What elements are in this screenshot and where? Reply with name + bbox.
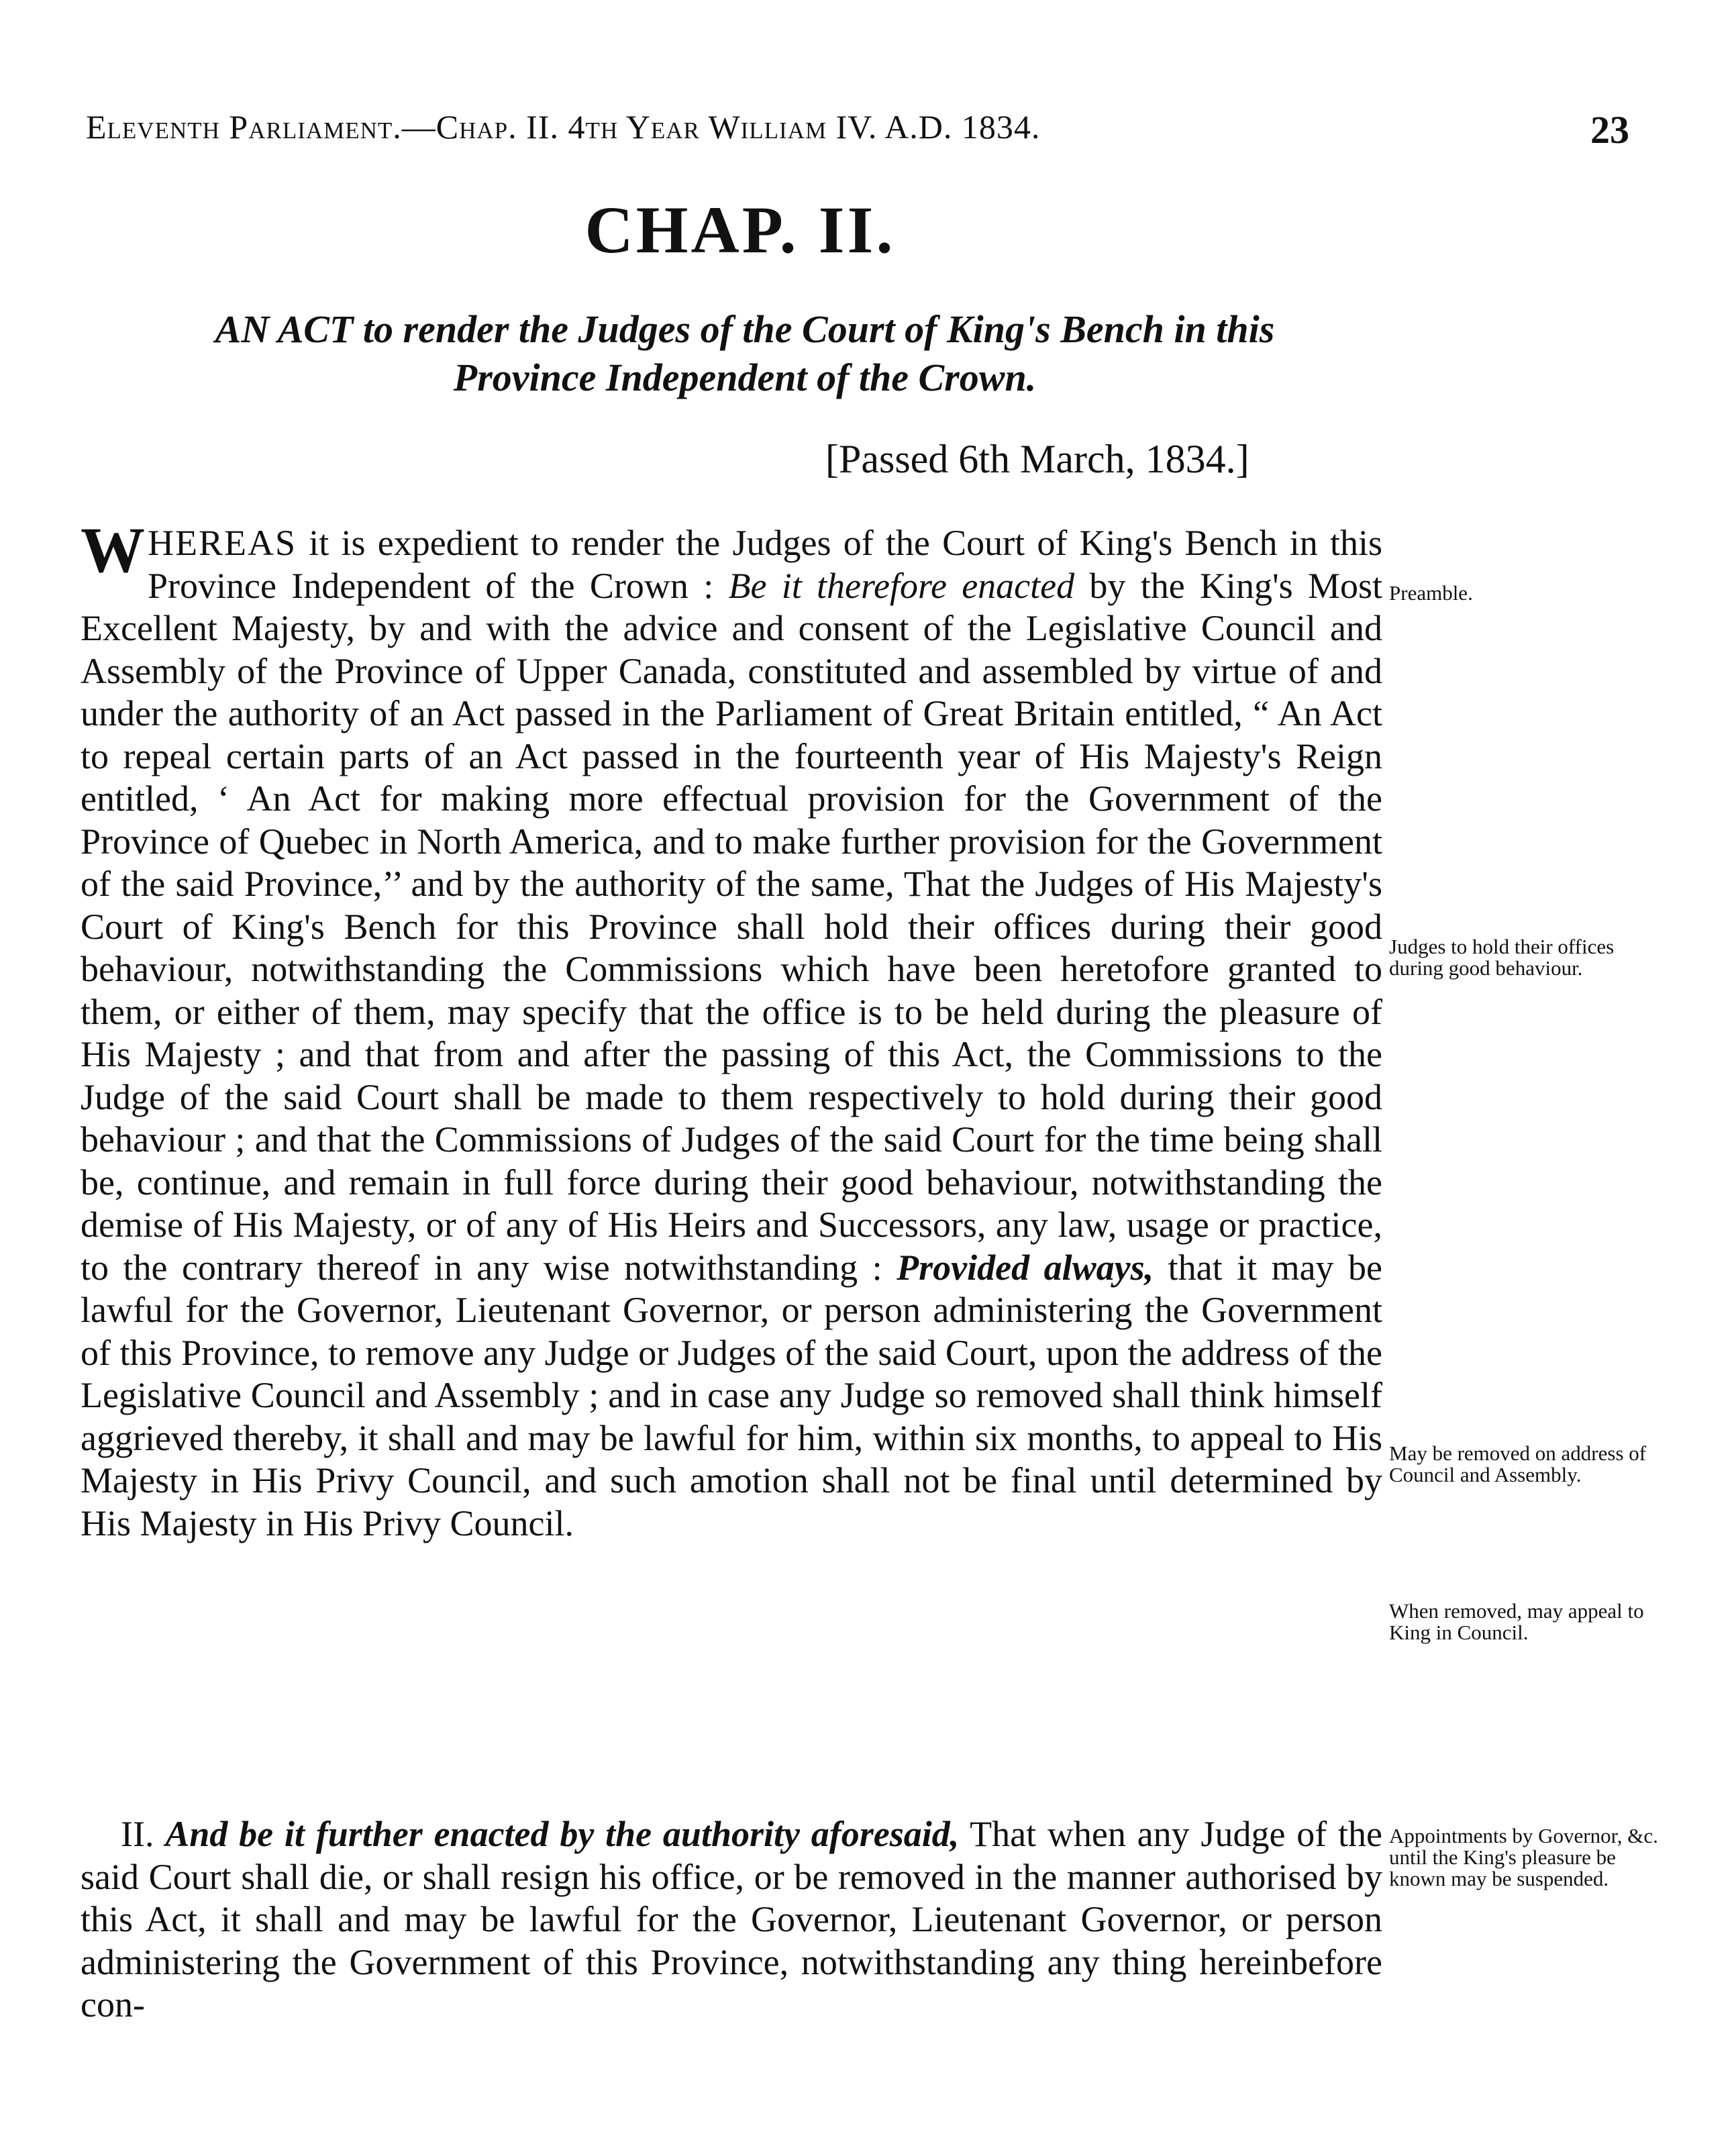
margin-note-removal: May be removed on address of Council and Assembly. [1389, 1441, 1647, 1486]
margin-note-appointments: Appointments by Governor, &c. until the King's pleasure be known may be suspended. [1389, 1824, 1658, 1890]
enacting-clause: And be it further enacted by the authority aforesaid, [165, 1814, 960, 1854]
section-number: II. [121, 1814, 166, 1854]
paragraph-text: That when any Judge of the said Court shall die, or shall resign his office, or be removed in the manner authorised by this Act, it shall and may be lawful for the Governor, Lieutenant Governor, or person administering the Government of this Province, notwithstanding any thing hereinbefore con- [81, 1814, 1382, 2025]
lead-word: HEREAS [148, 523, 297, 563]
paragraph-text: by the King's Most Excellent Majesty, by and with the advice and consent of the Legislative Council and Assembly of the Province of Upper Canada, constituted and assembled by virtue of and under the authority of an Act passed in the Parliament of Great Britain entitled, “ An Act to repeal certain parts of an Act passed in the fourteenth year of His Majesty's Reign entitled, ‘ An Act for making more effectual provision for the Government of the Province of Quebec in North America, and to make further provision for the Government of the said Province,’’ and by the authority of the same, That the Judges of His Majesty's Court of King's Bench for this Province shall hold their offices during their good behaviour, notwithstanding the Commissions which have been heretofore granted to them, or either of them, may specify that the office is to be held during the pleasure of His Majesty ; and that from and after the passing of this Act, the Commissions to the Judge of the said Court shall be made to them respectively to hold during their good behaviour ; and that the Commissions of Judges of the said Court for the time being shall be, continue, and remain in full force during their good behaviour, notwithstanding the demise of His Majesty, or of any of His Heirs and Successors, any law, usage or practice, to the contrary thereof in any wise notwithstanding : [81, 565, 1382, 1288]
act-title-line-2: Province Independent of the Crown. [453, 356, 1037, 399]
margin-note-judges-hold-office: Judges to hold their offices during good behaviour. [1389, 935, 1615, 980]
running-header: Eleventh Parliament.—Chap. II. 4th Year William IV. A.D. 1834. [86, 108, 1041, 146]
margin-note-appeal: When removed, may appeal to King in Council. [1389, 1599, 1644, 1644]
page-number: 23 [1590, 108, 1629, 152]
paragraph-text: that it may be lawful for the Governor, Lieutenant Governor, or person administering the Government of this Province, to remove any Judge or Judges of the said Court, upon the address of the Legislative Council and Assembly ; and in case any Judge so removed shall think himself aggrieved thereby, it shall and may be lawful for him, within six months, to appeal to His Majesty in His Privy Council, and such amotion shall not be final until determined by His Majesty in His Privy Council. [81, 1247, 1382, 1543]
paragraph-text: it is expedient to render the Judges of the Court of King's Bench in this Province Independent of the Crown : [148, 523, 1382, 606]
drop-cap: W [81, 514, 145, 586]
margin-note-preamble: Preamble. [1389, 581, 1473, 605]
chapter-heading: CHAP. II. [584, 193, 896, 267]
act-title-line-1: AN ACT to render the Judges of the Court of King's Bench in this [215, 307, 1275, 351]
proviso-clause: Provided always, [897, 1247, 1154, 1288]
passed-date: [Passed 6th March, 1834.] [825, 437, 1249, 481]
section-2-paragraph [81, 1813, 1382, 2027]
act-title [81, 305, 1409, 402]
preamble-paragraph [81, 514, 1382, 1545]
enacting-clause: Be it therefore enacted [728, 565, 1075, 606]
